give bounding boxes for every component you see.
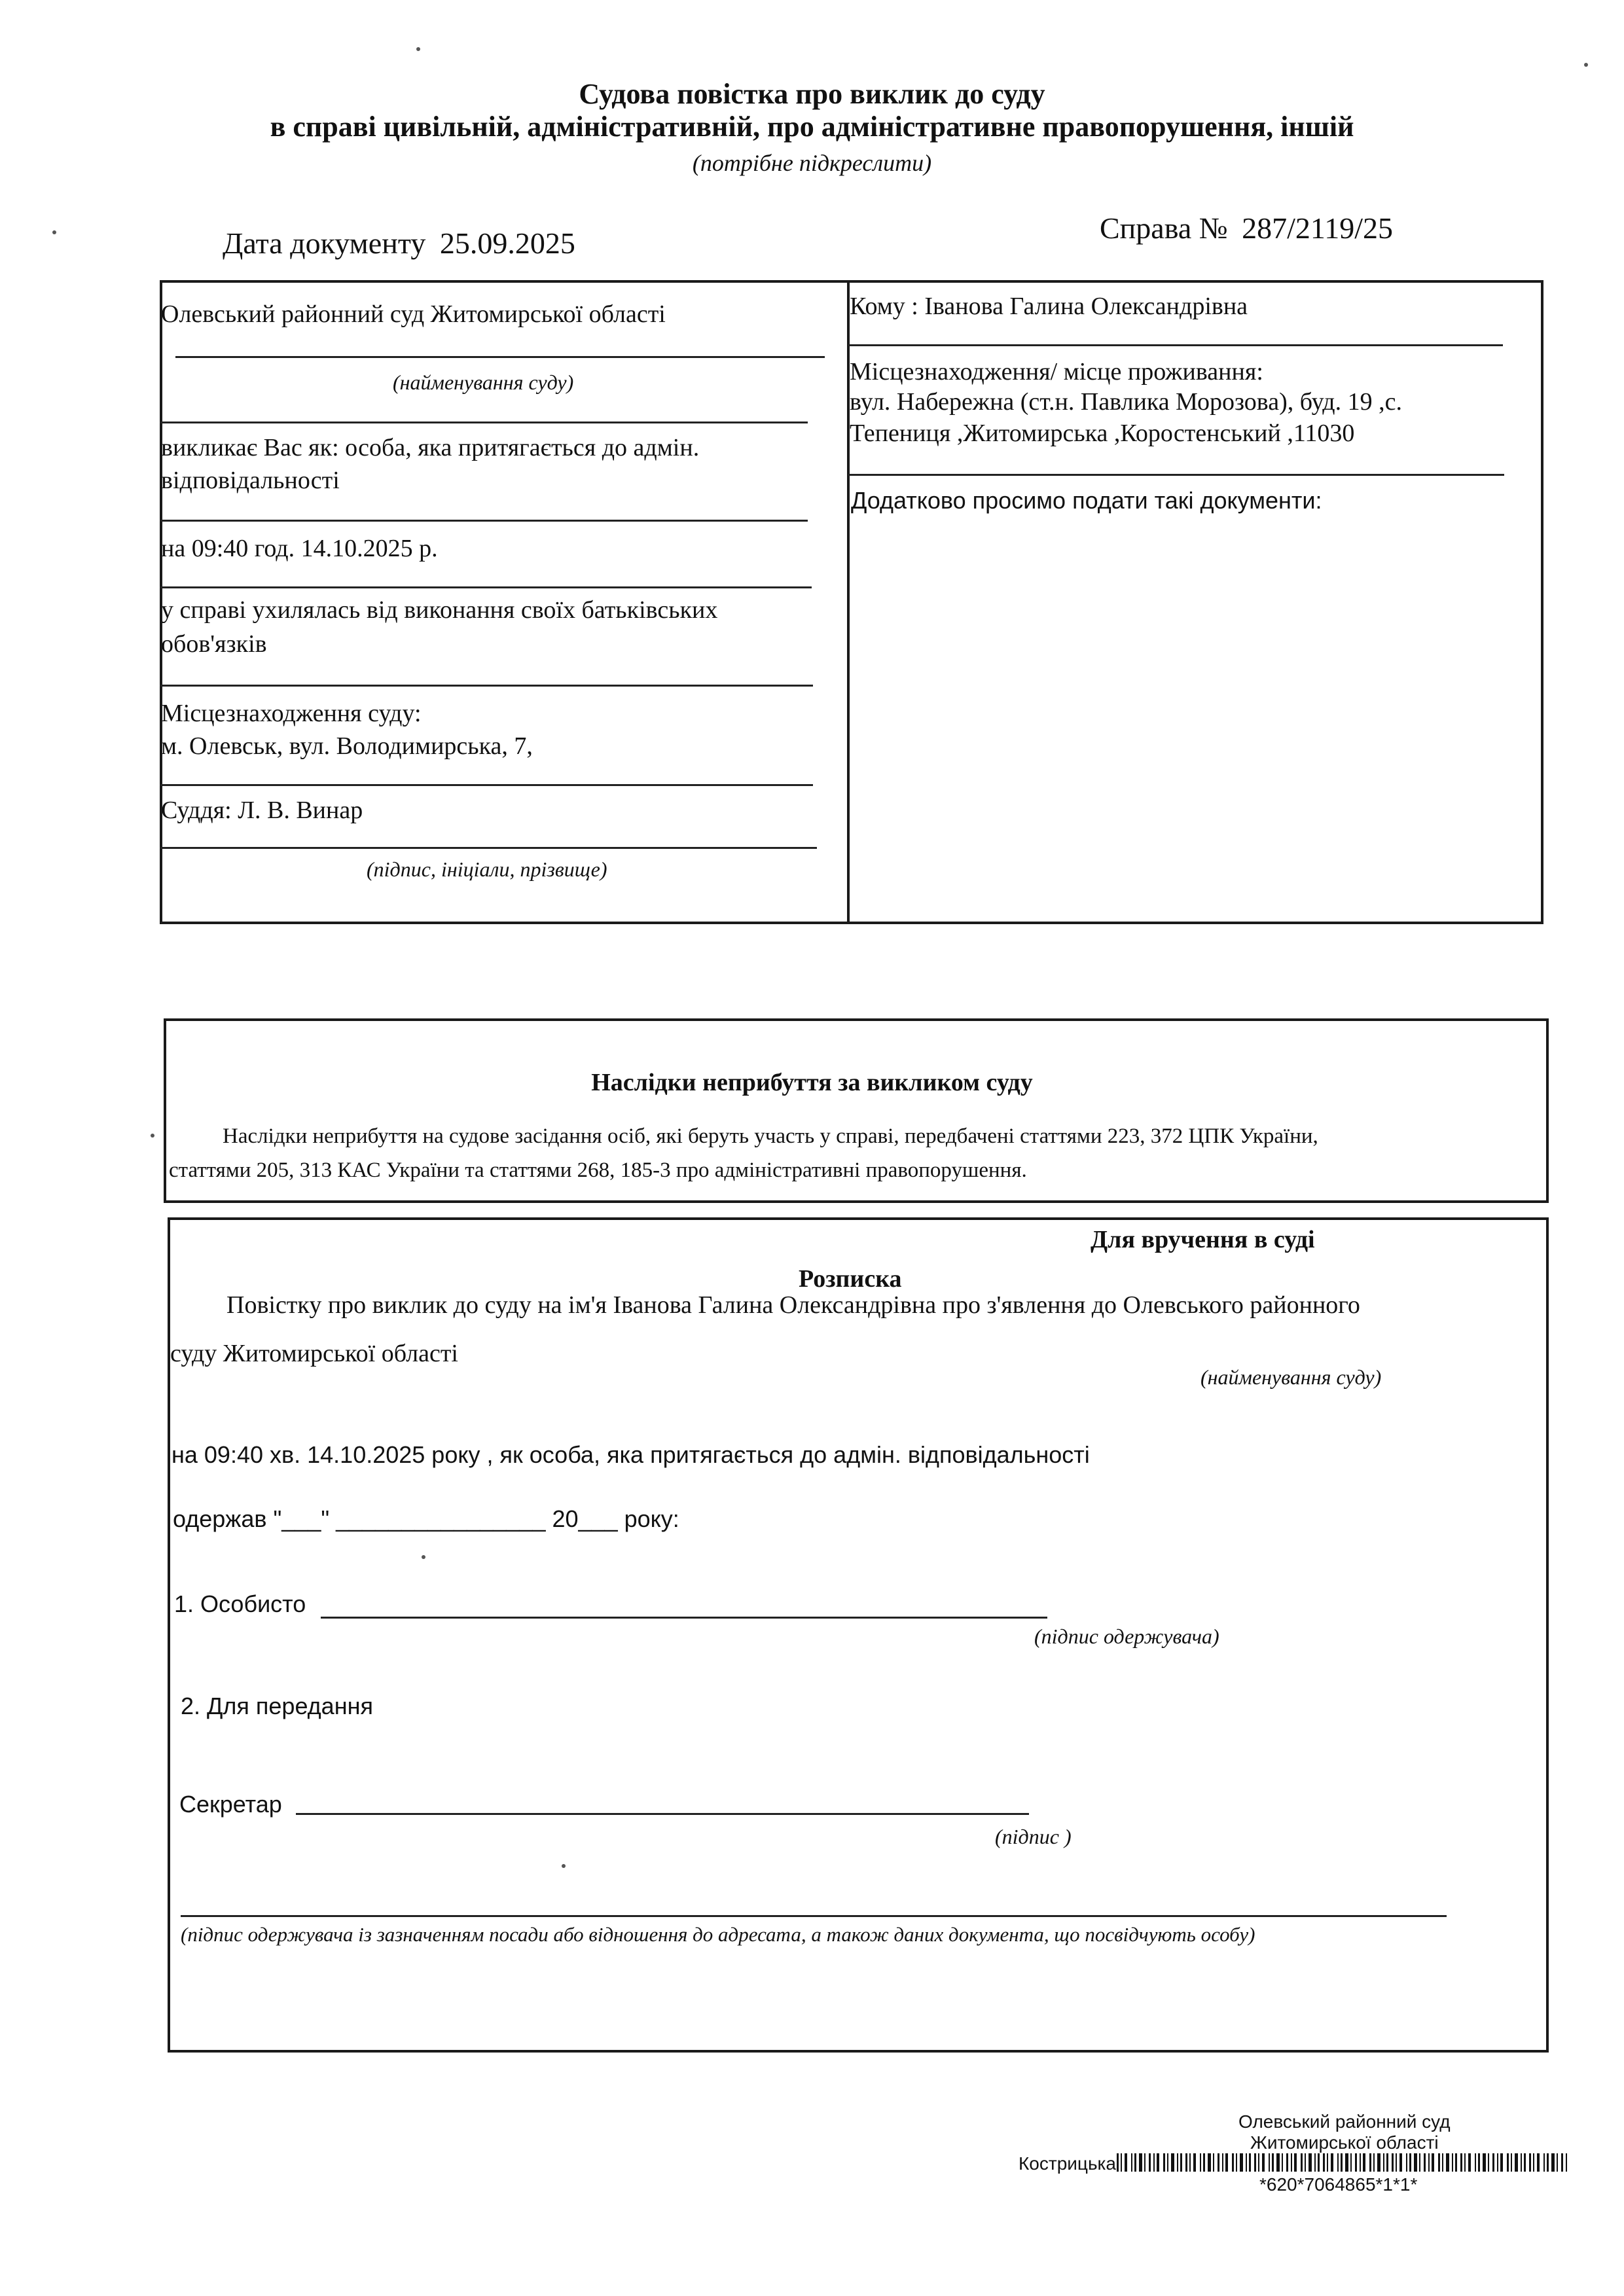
barcode-bar bbox=[1369, 2153, 1371, 2172]
barcode-bar bbox=[1360, 2153, 1361, 2172]
recipient-address-line2: Тепениця ,Житомирська ,Коростенський ,11030 bbox=[850, 420, 1355, 447]
summons-role-line2: відповідальності bbox=[161, 467, 340, 494]
barcode-bar bbox=[1492, 2153, 1494, 2172]
footer-hint: (підпис одержувача із зазначенням посади або відношення до адресата, а також даних документа, що посвідчують особу) bbox=[181, 1923, 1255, 1946]
barcode-bar bbox=[1294, 2153, 1297, 2172]
barcode-bar bbox=[1286, 2153, 1288, 2172]
underline-hint: (потрібне підкреслити) bbox=[692, 150, 932, 176]
barcode-bar bbox=[1478, 2153, 1480, 2172]
barcode-bar bbox=[1419, 2153, 1420, 2172]
barcode-bar bbox=[1424, 2153, 1426, 2172]
divider-line bbox=[160, 586, 812, 588]
divider-line bbox=[160, 847, 817, 849]
receipt-line1: Повістку про виклик до суду на ім'я Іванова Галина Олександрівна про з'явлення до Олевського районного bbox=[226, 1291, 1360, 1319]
barcode-bar bbox=[1200, 2153, 1201, 2172]
barcode-bar bbox=[1483, 2153, 1486, 2172]
barcode-bar bbox=[1363, 2153, 1365, 2172]
barcode-bar bbox=[1323, 2153, 1325, 2172]
barcode-bar bbox=[1566, 2153, 1567, 2172]
barcode-bar bbox=[1193, 2153, 1196, 2172]
barcode-bar bbox=[1185, 2153, 1187, 2172]
secretary-label: Секретар bbox=[179, 1791, 282, 1818]
barcode-bar bbox=[1373, 2153, 1375, 2172]
barcode-bar bbox=[1521, 2153, 1522, 2172]
scan-speck bbox=[151, 1134, 154, 1138]
barcode-bar bbox=[1262, 2153, 1265, 2172]
for-delivery-label: Для вручення в суді bbox=[1091, 1226, 1315, 1253]
barcode-bar bbox=[1455, 2153, 1457, 2172]
secretary-signature-line[interactable] bbox=[296, 1813, 1029, 1815]
summons-role-line1: викликає Вас як: особа, яка притягається до адмін. bbox=[161, 434, 700, 461]
scan-speck bbox=[562, 1864, 566, 1868]
barcode-bar bbox=[1225, 2153, 1228, 2172]
stamp-court-line1: Олевський районний суд bbox=[1238, 2111, 1451, 2132]
stamp-court-line2: Житомирської області bbox=[1250, 2132, 1439, 2153]
doc-date: 25.09.2025 bbox=[439, 226, 575, 260]
barcode-bar bbox=[1500, 2153, 1503, 2172]
personally-signature-line[interactable] bbox=[321, 1617, 1047, 1619]
barcode-bar bbox=[1355, 2153, 1357, 2172]
barcode-bar bbox=[1282, 2153, 1283, 2172]
recipient-address-line1: вул. Набережна (ст.н. Павлика Морозова), буд. 19 ,с. bbox=[850, 388, 1402, 416]
receipt-time-line: на 09:40 хв. 14.10.2025 року , як особа, яка притягається до адмін. відповідальності bbox=[171, 1441, 1090, 1468]
barcode-bar bbox=[1446, 2153, 1449, 2172]
barcode-bar bbox=[1442, 2153, 1443, 2172]
scan-speck bbox=[1584, 63, 1588, 67]
barcode-bar bbox=[1171, 2153, 1174, 2172]
barcode-bar bbox=[1561, 2153, 1563, 2172]
court-name: Олевський районний суд Житомирської області bbox=[161, 300, 666, 328]
case-matter-line1: у справі ухилялась від виконання своїх батьківських bbox=[161, 596, 718, 624]
barcode-bar bbox=[1452, 2153, 1453, 2172]
barcode-bar bbox=[1396, 2153, 1397, 2172]
barcode-bar bbox=[1428, 2153, 1430, 2172]
barcode-bar bbox=[1314, 2153, 1316, 2172]
scan-speck bbox=[52, 230, 56, 234]
barcode-bar bbox=[1291, 2153, 1292, 2172]
barcode-bar bbox=[1345, 2153, 1348, 2172]
barcode-bar bbox=[1117, 2153, 1119, 2172]
barcode-bar bbox=[1460, 2153, 1462, 2172]
barcode-bar bbox=[1377, 2153, 1380, 2172]
divider-line bbox=[160, 422, 808, 423]
barcode-bar bbox=[1139, 2153, 1142, 2172]
barcode-bar bbox=[1134, 2153, 1136, 2172]
barcode-bar bbox=[1414, 2153, 1417, 2172]
barcode-bar bbox=[1144, 2153, 1146, 2172]
barcode-bar bbox=[1537, 2153, 1540, 2172]
recipient-signature-hint: (підпис одержувача) bbox=[1034, 1624, 1219, 1648]
extra-documents: Додатково просимо подати такі документи: bbox=[851, 487, 1322, 514]
footer-signature-line[interactable] bbox=[181, 1915, 1447, 1917]
barcode-bar bbox=[1189, 2153, 1191, 2172]
barcode-bar bbox=[1269, 2153, 1270, 2172]
barcode-bar bbox=[1157, 2153, 1159, 2172]
barcode-bar bbox=[1350, 2153, 1352, 2172]
barcode-bar bbox=[1438, 2153, 1440, 2172]
barcode-bar bbox=[1254, 2153, 1256, 2172]
consequences-text-line2: статтями 205, 313 КАС України та статтями 268, 185-3 про адміністративні правопорушення. bbox=[169, 1158, 1027, 1182]
barcode-bar bbox=[1331, 2153, 1333, 2172]
case-matter-line2: обов'язків bbox=[161, 630, 267, 658]
barcode-bar bbox=[1222, 2153, 1223, 2172]
barcode-bar bbox=[1276, 2153, 1280, 2172]
scan-speck bbox=[416, 47, 420, 51]
barcode-bar bbox=[1203, 2153, 1205, 2172]
barcode-bar bbox=[1551, 2153, 1555, 2172]
divider-line bbox=[160, 520, 808, 522]
barcode-bar bbox=[1383, 2153, 1384, 2172]
divider-line bbox=[175, 356, 825, 358]
document-title: Судова повістка про виклик до суду bbox=[579, 78, 1045, 110]
barcode-bar bbox=[1236, 2153, 1237, 2172]
barcode-bar bbox=[1149, 2153, 1151, 2172]
barcode-bar bbox=[1529, 2153, 1531, 2172]
case-number-row bbox=[1100, 211, 1393, 245]
divider-line bbox=[160, 784, 813, 786]
clerk-name: Кострицька bbox=[1019, 2153, 1116, 2174]
barcode-bar bbox=[1337, 2153, 1339, 2172]
doc-date-row bbox=[223, 226, 575, 260]
doc-date-label: Дата документу bbox=[223, 226, 426, 260]
barcode-bar bbox=[1301, 2153, 1303, 2172]
court-location: м. Олевськ, вул. Володимирська, 7, bbox=[161, 732, 533, 760]
barcode-bar bbox=[1213, 2153, 1214, 2172]
barcode-bar bbox=[1386, 2153, 1388, 2172]
barcode-bar bbox=[1475, 2153, 1476, 2172]
scan-speck bbox=[422, 1555, 425, 1559]
barcode-bar bbox=[1533, 2153, 1534, 2172]
barcode-bar bbox=[1246, 2153, 1247, 2172]
barcode-bar bbox=[1524, 2153, 1526, 2172]
barcode-bar bbox=[1153, 2153, 1155, 2172]
barcode-bar bbox=[1341, 2153, 1343, 2172]
barcode-bar bbox=[1392, 2153, 1394, 2172]
barcode-bar bbox=[1488, 2153, 1489, 2172]
personally-label: 1. Особисто bbox=[174, 1590, 306, 1617]
divider-line bbox=[848, 474, 1504, 476]
judge-hint: (підпис, ініціали, прізвище) bbox=[367, 857, 607, 881]
judge: Суддя: Л. В. Винар bbox=[161, 797, 363, 824]
barcode-bar bbox=[1208, 2153, 1211, 2172]
barcode-bar bbox=[1180, 2153, 1182, 2172]
divider-line bbox=[848, 344, 1503, 346]
barcode-bar bbox=[1406, 2153, 1407, 2172]
barcode-bar bbox=[1167, 2153, 1168, 2172]
barcode-bar bbox=[1232, 2153, 1234, 2172]
barcode-bar bbox=[1409, 2153, 1411, 2172]
barcode-bar bbox=[1121, 2153, 1122, 2172]
for-transfer-label: 2. Для передання bbox=[181, 1693, 373, 1719]
consequences-text-line1: Наслідки неприбуття на судове засідання осіб, які беруть участь у справі, передбачені статтями 223, 372 ЦПК України, bbox=[223, 1124, 1318, 1148]
barcode-bar bbox=[1432, 2153, 1434, 2172]
barcode-bar bbox=[1177, 2153, 1178, 2172]
barcode-bar bbox=[1218, 2153, 1219, 2172]
barcode bbox=[1117, 2153, 1571, 2172]
divider-line bbox=[160, 685, 813, 687]
document-subtitle: в справі цивільній, адміністративній, про адміністративне правопорушення, іншій bbox=[270, 111, 1354, 143]
barcode-bar bbox=[1131, 2153, 1132, 2172]
barcode-bar bbox=[1507, 2153, 1509, 2172]
barcode-bar bbox=[1557, 2153, 1558, 2172]
court-location-label: Місцезнаходження суду: bbox=[161, 700, 422, 727]
case-number: 287/2119/25 bbox=[1242, 211, 1393, 245]
barcode-bar bbox=[1163, 2153, 1165, 2172]
barcode-bar bbox=[1511, 2153, 1512, 2172]
barcode-text: *620*7064865*1*1* bbox=[1259, 2174, 1418, 2195]
barcode-bar bbox=[1249, 2153, 1251, 2172]
hearing-time: на 09:40 год. 14.10.2025 р. bbox=[161, 535, 438, 562]
barcode-bar bbox=[1399, 2153, 1402, 2172]
barcode-bar bbox=[1240, 2153, 1243, 2172]
court-name-hint: (найменування суду) bbox=[393, 370, 574, 394]
receipt-court-hint: (найменування суду) bbox=[1200, 1365, 1382, 1389]
barcode-bar bbox=[1258, 2153, 1259, 2172]
received-date-line: одержав "___" ________________ 20___ року: bbox=[173, 1505, 679, 1532]
consequences-title: Наслідки неприбуття за викликом суду bbox=[591, 1069, 1033, 1096]
secretary-signature-hint: (підпис ) bbox=[995, 1825, 1072, 1848]
barcode-bar bbox=[1497, 2153, 1498, 2172]
barcode-bar bbox=[1327, 2153, 1328, 2172]
recipient: Кому : Іванова Галина Олександрівна bbox=[850, 293, 1248, 320]
barcode-bar bbox=[1272, 2153, 1274, 2172]
recipient-location-label: Місцезнаходження/ місце проживання: bbox=[850, 358, 1263, 386]
receipt-line2: суду Житомирської області bbox=[170, 1340, 458, 1367]
barcode-bar bbox=[1515, 2153, 1518, 2172]
case-label: Справа № bbox=[1100, 211, 1228, 245]
barcode-bar bbox=[1543, 2153, 1545, 2172]
receipt-title: Розписка bbox=[799, 1265, 902, 1293]
barcode-bar bbox=[1308, 2153, 1312, 2172]
barcode-bar bbox=[1468, 2153, 1471, 2172]
barcode-bar bbox=[1464, 2153, 1466, 2172]
barcode-bar bbox=[1318, 2153, 1320, 2172]
barcode-bar bbox=[1125, 2153, 1127, 2172]
barcode-bar bbox=[1305, 2153, 1306, 2172]
barcode-bar bbox=[1547, 2153, 1549, 2172]
